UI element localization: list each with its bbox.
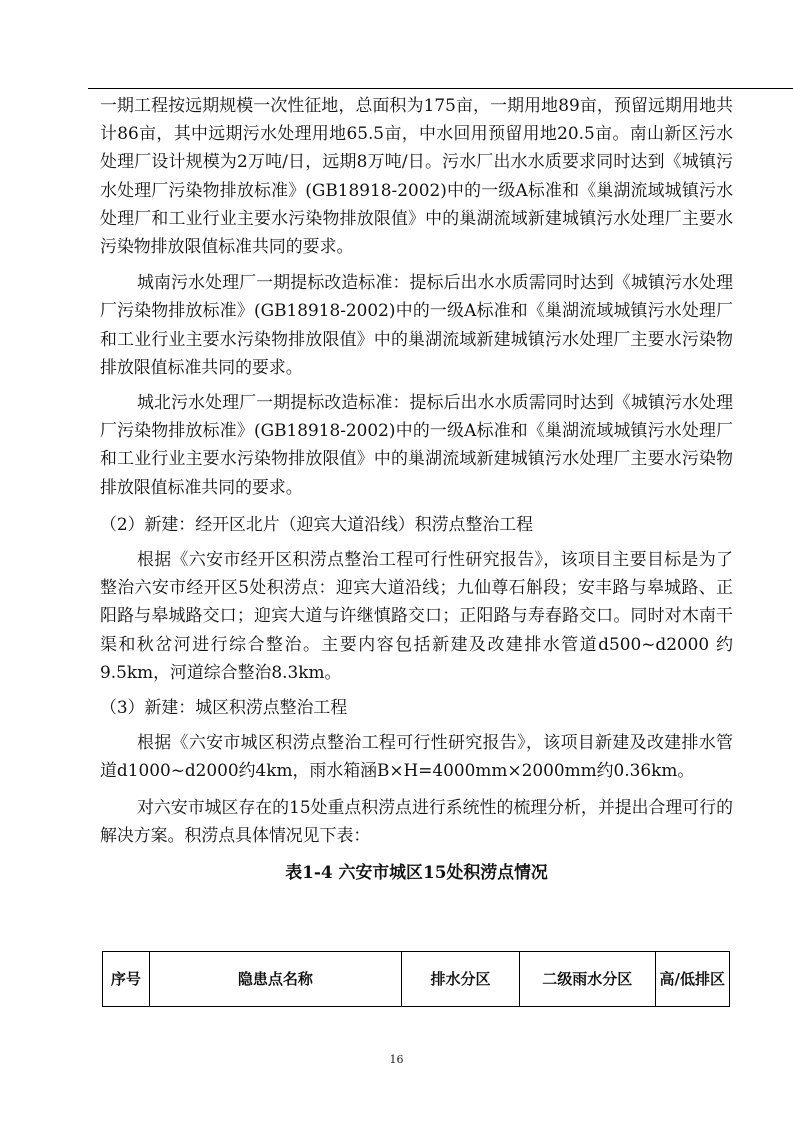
header-high-low-zone: 高/低排区 bbox=[655, 952, 729, 1007]
document-body bbox=[100, 88, 733, 885]
page-number: 16 bbox=[389, 1053, 404, 1066]
table-title: 表1-4 六安市城区15处积涝点情况 bbox=[285, 862, 548, 883]
paragraph-nanshan-plant: 一期工程按远期规模一次性征地，总面积为175亩，一期用地89亩，预留远期用地共计86亩，其中远期污水处理用地65.5亩，中水回用预留用地20.5亩。南山新区污水处理厂设计规模为2万吨/日，远期8万吨/日。污水厂出水水质要求同时达到《城镇污水处理厂污染物排放标准》(GB18918-2002)中的一级A标准和《巢湖流域城镇污水处理厂和工业行业主要水污染物排放限值》中的巢湖流域新建城镇污水处理厂主要水污染物排放限值标准共同的要求。 bbox=[100, 95, 733, 257]
table-header-row bbox=[103, 952, 730, 1007]
section-heading-3: （3）新建：城区积涝点整治工程 bbox=[100, 697, 348, 718]
header-index: 序号 bbox=[103, 952, 150, 1007]
paragraph-urban-project: 根据《六安市城区积涝点整治工程可行性研究报告》，该项目新建及改建排水管道d1000~d2000约4km，雨水箱涵B×H=4000mm×2000mm约0.36km。 bbox=[100, 732, 733, 781]
paragraph-table-intro: 对六安市城区存在的15处重点积涝点进行系统性的梳理分析，并提出合理可行的解决方案。积涝点具体情况见下表： bbox=[100, 796, 733, 845]
header-secondary-zone: 二级雨水分区 bbox=[519, 952, 655, 1007]
paragraph-econ-zone-project: 根据《六安市经开区积涝点整治工程可行性研究报告》，该项目主要目标是为了整治六安市经开区5处积涝点：迎宾大道沿线；九仙尊石斛段；安丰路与皋城路、正阳路与皋城路交口；迎宾大道与许继慎路交口；正阳路与寿春路交口。同时对木南干渠和秋岔河进行综合整治。主要内容包括新建及改建排水管道d500~d2000 约9.5km，河道综合整治8.3km。 bbox=[100, 549, 733, 682]
paragraph-chengbei-upgrade: 城北污水处理厂一期提标改造标准：提标后出水水质需同时达到《城镇污水处理厂污染物排放标准》(GB18918-2002)中的一级A标准和《巢湖流域城镇污水处理厂和工业行业主要水污染物排放限值》中的巢湖流域新建城镇污水处理厂主要水污染物排放限值标准共同的要求。 bbox=[100, 392, 733, 497]
section-heading-2: （2）新建：经开区北片（迎宾大道沿线）积涝点整治工程 bbox=[100, 513, 534, 534]
header-drainage-zone: 排水分区 bbox=[402, 952, 520, 1007]
paragraph-chengnan-upgrade: 城南污水处理厂一期提标改造标准：提标后出水水质需同时达到《城镇污水处理厂污染物排放标准》(GB18918-2002)中的一级A标准和《巢湖流域城镇污水处理厂和工业行业主要水污染物排放限值》中的巢湖流域新建城镇污水处理厂主要水污染物排放限值标准共同的要求。 bbox=[100, 272, 733, 377]
header-point-name: 隐患点名称 bbox=[149, 952, 401, 1007]
flood-points-table bbox=[102, 951, 730, 1007]
